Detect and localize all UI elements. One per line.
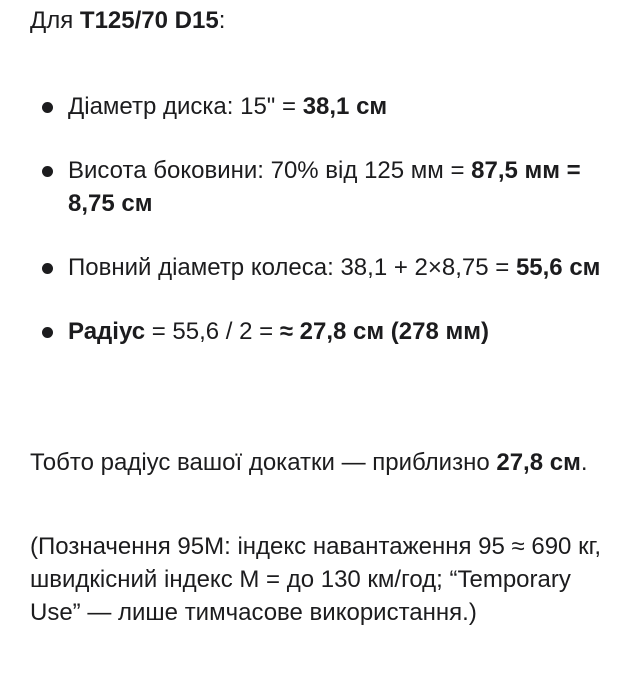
- item-value: ≈ 27,8 см (278 мм): [279, 318, 490, 345]
- list-item-sidewall-height: [0, 154, 626, 220]
- calculation-list: [0, 90, 626, 379]
- item-text: = 55,6 / 2 =: [145, 318, 280, 345]
- item-value: 87,5 мм = 8,75 см: [68, 157, 581, 217]
- heading-suffix: :: [218, 7, 226, 34]
- item-text: Повний діаметр колеса: 38,1 + 2×8,75 =: [68, 254, 516, 281]
- summary-paragraph: [30, 446, 610, 479]
- list-item-full-diameter: [0, 251, 626, 284]
- heading: [30, 4, 225, 37]
- tire-size: T125/70 D15: [79, 7, 219, 34]
- list-item-radius: [0, 315, 626, 348]
- heading-prefix: Для: [30, 7, 80, 34]
- item-text: Висота боковини: 70% від 125 мм =: [68, 157, 472, 184]
- bullet-icon: [42, 166, 53, 177]
- item-text: Діаметр диска: 15" =: [68, 93, 303, 120]
- bullet-icon: [42, 263, 53, 274]
- list-item-rim-diameter: [0, 90, 626, 123]
- bullet-icon: [42, 327, 53, 338]
- summary-text: Тобто радіус вашої докатки — приблизно: [30, 449, 497, 476]
- bullet-icon: [42, 102, 53, 113]
- item-label: Радіус: [68, 318, 146, 345]
- item-value: 38,1 см: [302, 93, 388, 120]
- summary-end: .: [580, 449, 588, 476]
- note-paragraph: (Позначення 95M: індекс навантаження 95 ≈ 690 кг, швидкісний індекс M = до 130 км/год; “Temporary Use” — лише тимчасове використання.): [30, 533, 602, 626]
- item-value: 55,6 см: [515, 254, 601, 281]
- summary-value: 27,8 см: [496, 449, 581, 476]
